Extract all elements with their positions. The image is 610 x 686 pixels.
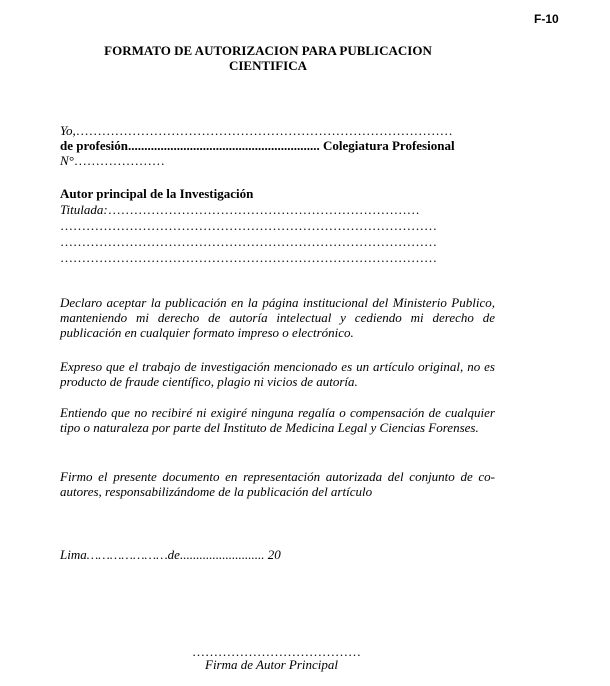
yo-line xyxy=(60,123,453,138)
date-line xyxy=(60,547,281,562)
profesion-dots: ........................................................... xyxy=(128,138,320,153)
titulada-label: Titulada: xyxy=(60,202,108,217)
numero-label: N° xyxy=(60,153,74,168)
signature-line: ………………………………… xyxy=(192,644,361,659)
titulada-extra-line-1: …………………………………………………………………………… xyxy=(60,218,437,233)
declaration-paragraph-3: Entiendo que no recibiré ni exigiré ninguna regalía o compensación de cualquier tipo o naturaleza por parte del Instituto de Medicina Legal y Ciencias Forenses. xyxy=(60,405,495,435)
yo-label: Yo, xyxy=(60,123,76,138)
profesion-line xyxy=(60,138,455,153)
date-de: de xyxy=(167,547,180,562)
titulada-dots: ……………………………………………………………… xyxy=(107,202,420,217)
form-code: F-10 xyxy=(534,12,559,26)
declaration-paragraph-2: Expreso que el trabajo de investigación mencionado es un artículo original, no es producto de fraude científico, plagio ni vicios de autoría. xyxy=(60,359,495,389)
document-title-line-2: CIENTIFICA xyxy=(228,58,307,73)
numero-dots: ………………… xyxy=(73,153,165,168)
research-heading: Autor principal de la Investigación xyxy=(60,186,254,201)
signature-label: Firma de Autor Principal xyxy=(205,657,339,672)
declaration-paragraph-4: Firmo el presente documento en representación autorizada del conjunto de co-autores, responsabilizándome de la publicación del artículo xyxy=(60,469,495,499)
titulada-line xyxy=(60,202,420,217)
date-dots-day: ………………… xyxy=(86,547,168,562)
profesion-label: de profesión xyxy=(60,138,129,153)
yo-dots: …………………………………………………………………………… xyxy=(75,123,453,138)
document-title-line-1: FORMATO DE AUTORIZACION PARA PUBLICACION xyxy=(104,43,432,58)
numero-line xyxy=(60,153,165,168)
date-year: 20 xyxy=(267,547,281,562)
titulada-extra-line-3: …………………………………………………………………………… xyxy=(60,250,437,265)
colegiatura-label: Colegiatura Profesional xyxy=(323,138,455,153)
titulada-extra-line-2: …………………………………………………………………………… xyxy=(60,234,437,249)
date-dots-month: .......................... xyxy=(179,547,265,562)
declaration-paragraph-1: Declaro aceptar la publicación en la página institucional del Ministerio Publico, manteniendo mi derecho de autoría intelectual y cediendo mi derecho de publicación en cualquier formato impreso o electrónico. xyxy=(60,295,495,340)
date-place: Lima xyxy=(60,547,87,562)
